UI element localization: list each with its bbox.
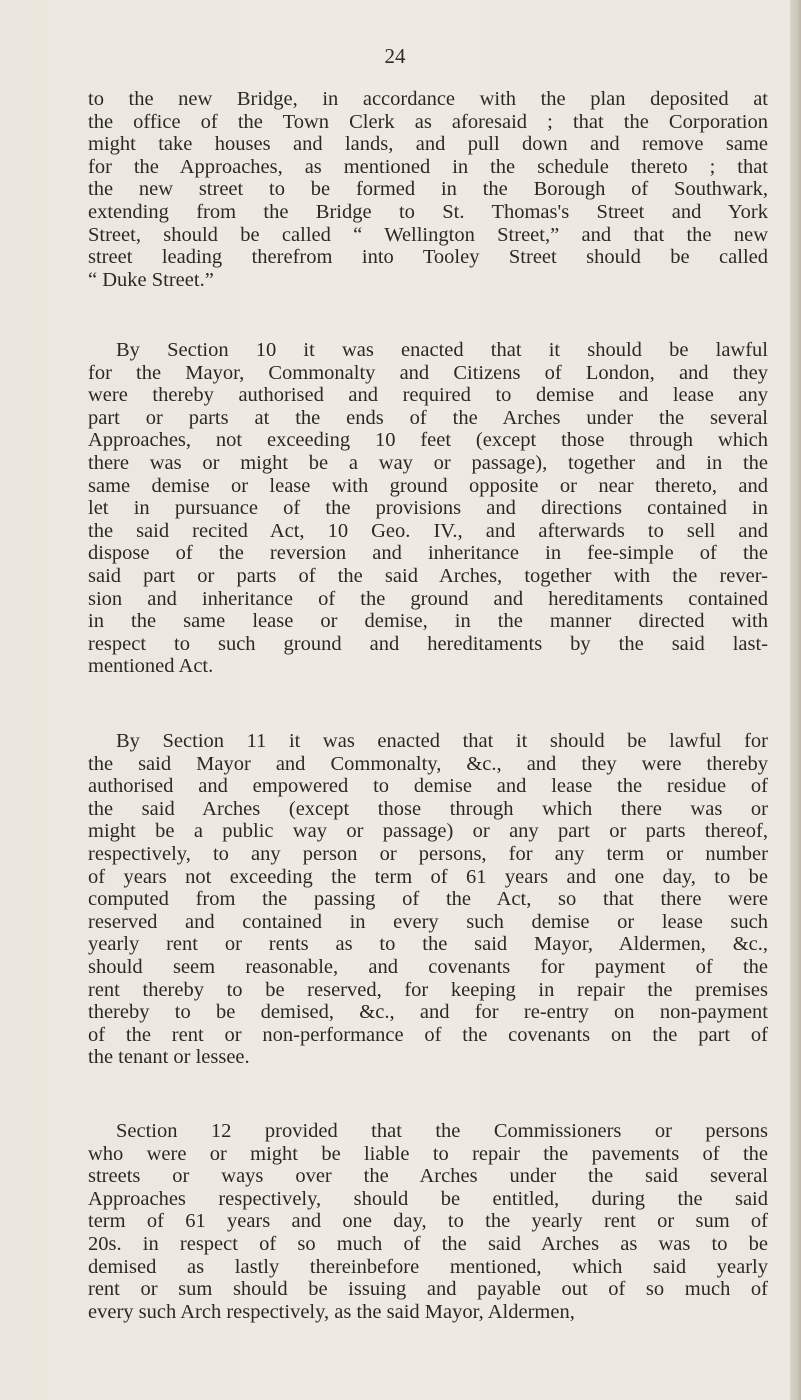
paragraph-4 bbox=[88, 1120, 768, 1323]
text-line: of the rent or non-performance of the covenants on the part of bbox=[88, 1023, 768, 1046]
text-line: extending from the Bridge to St. Thomas's Street and York bbox=[88, 200, 768, 223]
text-line: part or parts at the ends of the Arches under the several bbox=[88, 406, 768, 429]
text-line: demised as lastly thereinbefore mentioned, which said yearly bbox=[88, 1255, 768, 1278]
text-line: the office of the Town Clerk as aforesaid ; that the Corporation bbox=[88, 110, 768, 133]
text-line: Section 12 provided that the Commissioners or persons bbox=[116, 1120, 768, 1142]
paragraph-3 bbox=[88, 730, 768, 1069]
text-line: thereby to be demised, &c., and for re-entry on non-payment bbox=[88, 1001, 768, 1024]
text-line: the said Mayor and Commonalty, &c., and they were thereby bbox=[88, 752, 768, 775]
text-line: rent or sum should be issuing and payable out of so much of bbox=[88, 1278, 768, 1301]
text-line: let in pursuance of the provisions and directions contained in bbox=[88, 497, 768, 520]
page-number: 24 bbox=[384, 44, 406, 68]
text-line: for the Mayor, Commonalty and Citizens of London, and they bbox=[88, 361, 768, 384]
text-line: Street, should be called “ Wellington Street,” and that the new bbox=[88, 223, 768, 246]
text-line: in the same lease or demise, in the manner directed with bbox=[88, 610, 768, 633]
text-line: who were or might be liable to repair the pavements of the bbox=[88, 1142, 768, 1165]
text-line: sion and inheritance of the ground and hereditaments contained bbox=[88, 587, 768, 610]
text-line: yearly rent or rents as to the said Mayor, Aldermen, &c., bbox=[88, 933, 768, 956]
text-line: By Section 10 it was enacted that it should be lawful bbox=[116, 339, 768, 361]
paragraph-1 bbox=[88, 88, 768, 291]
text-line: should seem reasonable, and covenants for payment of the bbox=[88, 955, 768, 978]
text-line: might be a public way or passage) or any part or parts thereof, bbox=[88, 820, 768, 843]
text-line: computed from the passing of the Act, so that there were bbox=[88, 888, 768, 911]
text-line: By Section 11 it was enacted that it should be lawful for bbox=[116, 730, 768, 752]
text-line: respectively, to any person or persons, for any term or number bbox=[88, 842, 768, 865]
text-line: of years not exceeding the term of 61 years and one day, to be bbox=[88, 865, 768, 888]
text-line: might take houses and lands, and pull down and remove same bbox=[88, 133, 768, 156]
page-edge bbox=[790, 0, 801, 1400]
text-line: “ Duke Street.” bbox=[88, 268, 214, 291]
text-line: the said Arches (except those through which there was or bbox=[88, 797, 768, 820]
text-line: term of 61 years and one day, to the yearly rent or sum of bbox=[88, 1210, 768, 1233]
text-line: dispose of the reversion and inheritance in fee-simple of the bbox=[88, 542, 768, 565]
text-line: the new street to be formed in the Borough of Southwark, bbox=[88, 178, 768, 201]
text-line: same demise or lease with ground opposite or near thereto, and bbox=[88, 474, 768, 497]
text-line: mentioned Act. bbox=[88, 655, 214, 678]
text-line: were thereby authorised and required to demise and lease any bbox=[88, 384, 768, 407]
text-line: for the Approaches, as mentioned in the schedule thereto ; that bbox=[88, 155, 768, 178]
text-line: streets or ways over the Arches under the said several bbox=[88, 1165, 768, 1188]
paragraph-2 bbox=[88, 339, 768, 678]
text-line: there was or might be a way or passage), together and in the bbox=[88, 451, 768, 474]
text-line: the tenant or lessee. bbox=[88, 1046, 250, 1069]
text-line: Approaches, not exceeding 10 feet (except those through which bbox=[88, 429, 768, 452]
text-line: said part or parts of the said Arches, together with the rever- bbox=[88, 564, 768, 587]
text-line: the said recited Act, 10 Geo. IV., and afterwards to sell and bbox=[88, 519, 768, 542]
text-line: respect to such ground and hereditaments by the said last- bbox=[88, 632, 768, 655]
text-line: rent thereby to be reserved, for keeping in repair the premises bbox=[88, 978, 768, 1001]
text-line: authorised and empowered to demise and lease the residue of bbox=[88, 775, 768, 798]
text-line: every such Arch respectively, as the said Mayor, Aldermen, bbox=[88, 1300, 575, 1323]
text-line: to the new Bridge, in accordance with the plan deposited at bbox=[88, 88, 768, 110]
text-line: Approaches respectively, should be entitled, during the said bbox=[88, 1187, 768, 1210]
text-line: street leading therefrom into Tooley Street should be called bbox=[88, 246, 768, 269]
text-line: reserved and contained in every such demise or lease such bbox=[88, 910, 768, 933]
text-line: 20s. in respect of so much of the said Arches as was to be bbox=[88, 1232, 768, 1255]
